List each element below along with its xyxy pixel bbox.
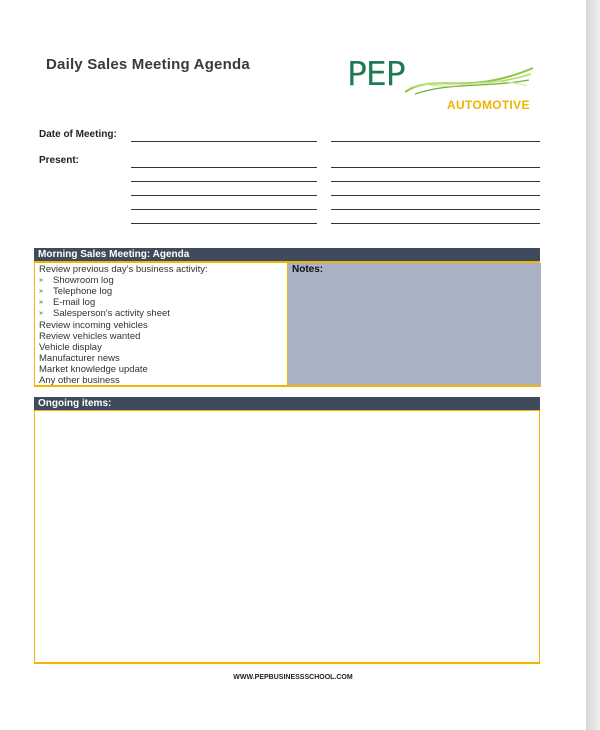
footer-website: WWW.PEPBUSINESSSCHOOL.COM (233, 674, 353, 681)
agenda-item-text: Market knowledge update (39, 363, 148, 375)
agenda-item-text: Review incoming vehicles (39, 319, 148, 331)
agenda-item (39, 353, 120, 364)
present-line-right-3[interactable] (331, 195, 540, 196)
agenda-item-text: Review previous day's business activity: (39, 264, 208, 275)
morning-agenda-table (34, 263, 541, 387)
date-line-1[interactable] (131, 141, 317, 142)
date-of-meeting-label: Date of Meeting: (39, 129, 117, 140)
agenda-item-text: E-mail log (53, 297, 96, 309)
agenda-subitem (39, 286, 112, 297)
agenda-item (39, 364, 148, 375)
logo-swoosh-graphic (405, 62, 535, 102)
pep-automotive-logo (345, 54, 535, 116)
notes-label: Notes: (292, 264, 324, 275)
bullet-icon: » (39, 288, 43, 296)
present-line-left-5[interactable] (131, 223, 317, 224)
ongoing-items-area[interactable] (34, 411, 540, 664)
agenda-item (39, 342, 102, 353)
agenda-item (39, 375, 120, 386)
agenda-item-text: Vehicle display (39, 341, 102, 353)
present-line-right-4[interactable] (331, 209, 540, 210)
bullet-icon: » (39, 310, 43, 318)
agenda-item-text: Review vehicles wanted (39, 330, 141, 342)
agenda-item-text: Telephone log (53, 286, 113, 298)
present-line-right-5[interactable] (331, 223, 540, 224)
present-line-right-2[interactable] (331, 181, 540, 182)
notes-area[interactable] (287, 263, 541, 385)
agenda-item-text: Manufacturer news (39, 352, 120, 364)
logo-main-text: PEP (347, 54, 405, 93)
bullet-icon: » (39, 299, 43, 307)
agenda-item (39, 264, 208, 275)
present-line-left-3[interactable] (131, 195, 317, 196)
agenda-subitem (39, 275, 114, 286)
present-line-left-4[interactable] (131, 209, 317, 210)
agenda-item-text: Any other business (39, 375, 120, 386)
present-label: Present: (39, 155, 80, 166)
page-title: Daily Sales Meeting Agenda (46, 56, 250, 73)
present-line-left-1[interactable] (131, 167, 317, 168)
morning-agenda-header (34, 248, 540, 263)
agenda-subitem (39, 297, 95, 308)
present-line-right-1[interactable] (331, 167, 540, 168)
agenda-item-text: Salesperson's activity sheet (53, 308, 170, 320)
ongoing-items-header (34, 397, 540, 412)
agenda-item (39, 320, 148, 331)
agenda-subitem (39, 308, 170, 319)
present-line-left-2[interactable] (131, 181, 317, 182)
bullet-icon: » (39, 277, 43, 285)
morning-agenda-header-text: Morning Sales Meeting: Agenda (38, 249, 190, 260)
agenda-item-text: Showroom log (53, 275, 114, 287)
agenda-items-column (35, 263, 286, 385)
date-line-2[interactable] (331, 141, 540, 142)
ongoing-items-header-text: Ongoing items: (38, 398, 112, 409)
page-edge-shadow (586, 0, 600, 730)
agenda-item (39, 331, 140, 342)
logo-sub-text: AUTOMOTIVE (447, 98, 530, 112)
